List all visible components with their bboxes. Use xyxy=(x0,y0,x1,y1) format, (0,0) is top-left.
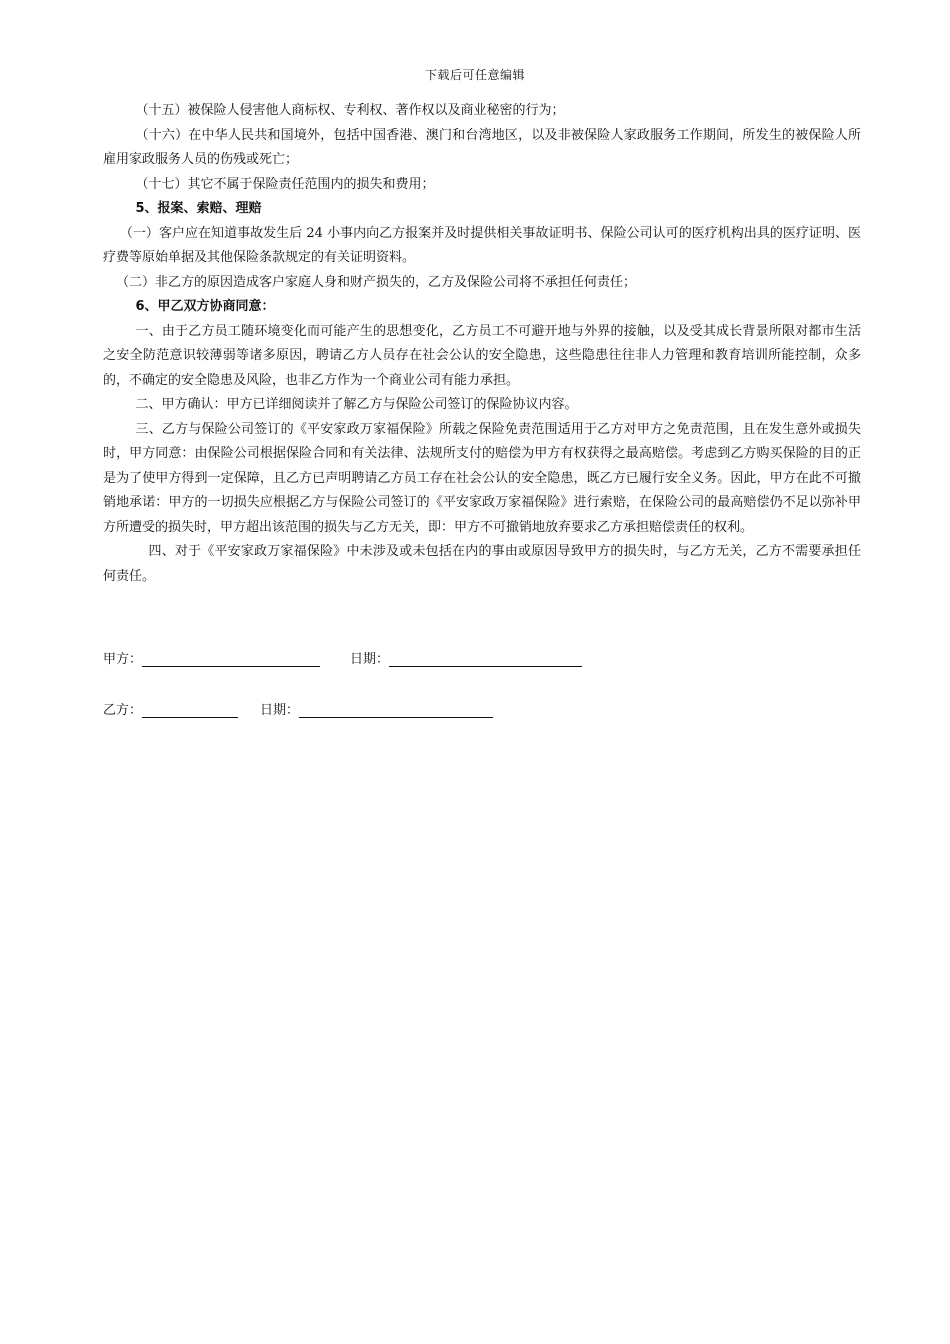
section-heading-claims: 5、报案、索赔、理赔 xyxy=(135,201,262,216)
agreement-item-3: 三、乙方与保险公司签订的《平安家政万家福保险》所载之保险免责范围适用于乙方对甲方之免责范围，且在发生意外或损失时，甲方同意：由保险公司根据保险合同和有关法律、法规所支付的赔偿为甲方有权获得之最高赔偿。考虑到乙方购买保险的目的正是为了使甲方得到一定保障，且乙方已声明聘请乙方员工存在社会公认的安全隐患，既乙方已履行安全义务。因此，甲方在此不可撤销地承诺：甲方的一切损失应根据乙方与保险公司签订的《平安家政万家福保险》进行索赔，在保险公司的最高赔偿仍不足以弥补甲方所遭受的损失时，甲方超出该范围的损失与乙方无关，即：甲方不可撤销地放弃要求乙方承担赔偿责任的权利。 xyxy=(103,421,861,535)
agreement-item-2: 二、甲方确认：甲方已详细阅读并了解乙方与保险公司签订的保险协议内容。 xyxy=(135,397,578,412)
party-a-label: 甲方： xyxy=(103,652,143,667)
agreement-item-4: 四、对于《平安家政万家福保险》中未涉及或未包括在内的事由或原因导致甲方的损失时，与乙方无关，乙方不需要承担任何责任。 xyxy=(103,544,861,584)
agreement-item-1: 一、由于乙方员工随环境变化而可能产生的思想变化，乙方员工不可避开地与外界的接触，以及受其成长背景所限对都市生活之安全防范意识较薄弱等诸多原因，聘请乙方人员存在社会公认的安全隐患，这些隐患往往非人力管理和教育培训所能控制，众多的，不确定的安全隐患及风险，也非乙方作为一个商业公司有能力承担。 xyxy=(103,323,861,388)
party-a-signature-line[interactable] xyxy=(142,652,320,667)
party-a-date-label: 日期： xyxy=(350,652,390,667)
exclusion-item-16: （十六）在中华人民共和国境外，包括中国香港、澳门和台湾地区，以及非被保险人家政服务工作期间，所发生的被保险人所雇用家政服务人员的伤残或死亡； xyxy=(103,127,861,167)
claims-item-1: （一）客户应在知道事故发生后 24 小事内向乙方报案并及时提供相关事故证明书、保险公司认可的医疗机构出具的医疗证明、医疗费等原始单据及其他保险条款规定的有关证明资料。 xyxy=(103,225,861,265)
page-header: 下载后可任意编辑 xyxy=(424,68,525,82)
party-b-signature-line[interactable] xyxy=(142,703,238,718)
party-b-date-line[interactable] xyxy=(299,703,493,718)
claims-item-2: （二）非乙方的原因造成客户家庭人身和财产损失的，乙方及保险公司将不承担任何责任； xyxy=(116,274,637,290)
party-b-date-label: 日期： xyxy=(260,703,300,718)
exclusion-item-15: （十五）被保险人侵害他人商标权、专利权、著作权以及商业秘密的行为； xyxy=(135,103,565,118)
signature-row-party-a xyxy=(103,650,582,670)
party-a-date-line[interactable] xyxy=(389,652,582,667)
document-body xyxy=(103,99,861,589)
section-heading-agreement: 6、甲乙双方协商同意： xyxy=(135,299,275,314)
party-b-label: 乙方： xyxy=(103,703,143,718)
exclusion-item-17: （十七）其它不属于保险责任范围内的损失和费用； xyxy=(135,176,435,192)
signature-row-party-b xyxy=(103,701,493,721)
